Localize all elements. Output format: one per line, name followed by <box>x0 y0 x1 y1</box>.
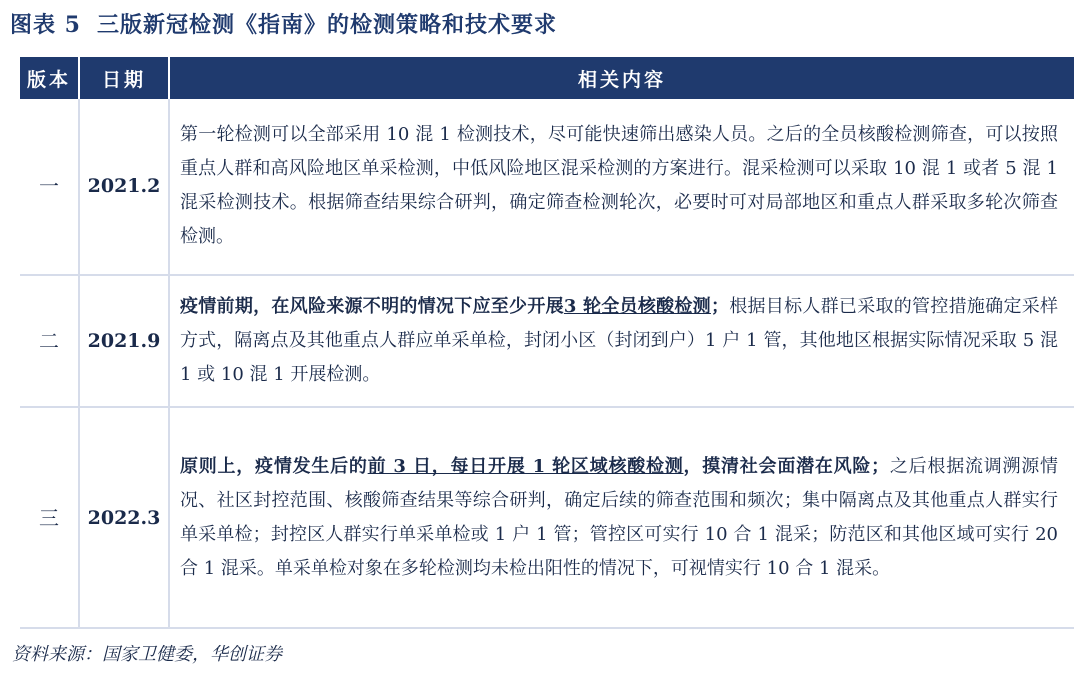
table-row <box>20 408 1074 627</box>
figure-label: 图表 5 <box>10 12 81 38</box>
content-bold-text: ； <box>710 295 729 317</box>
table-row <box>20 99 1074 276</box>
strategy-table <box>20 57 1074 629</box>
version-cell: 二 <box>20 276 80 409</box>
content-highlight-text: 前 3 日，每日开展 1 轮区域核酸检测 <box>367 455 684 477</box>
content-bold-text: ，摸清社会面潜在风险； <box>683 455 890 477</box>
date-cell: 2022.3 <box>80 408 170 627</box>
version-cell: 三 <box>20 408 80 627</box>
table-header-row <box>20 57 1074 99</box>
figure-title-text: 三版新冠检测《指南》的检测策略和技术要求 <box>96 12 557 38</box>
content-cell <box>170 408 1074 627</box>
content-text: 第一轮检测可以全部采用 10 混 1 检测技术，尽可能快速筛出感染人员。之后的全员核酸检测筛查，可以按照重点人群和高风险地区单采检测，中低风险地区混采检测的方案进行。混采检测可以采取 10 混 1 或者 5 混 1 混采检测技术。根据筛查结果综合研判，确定筛查检测轮次，必要时可对局部地区和重点人群采取多轮次筛查检测。 <box>180 124 1058 248</box>
table-row <box>20 276 1074 409</box>
column-header-version: 版本 <box>20 57 80 99</box>
date-cell: 2021.2 <box>80 99 170 276</box>
content-cell <box>170 276 1074 409</box>
content-bold-text: 疫情前期，在风险来源不明的情况下应至少开展 <box>180 295 564 317</box>
content-cell <box>170 99 1074 276</box>
content-bold-text: 原则上，疫情发生后的 <box>180 455 368 477</box>
version-cell: 一 <box>20 99 80 276</box>
content-highlight-text: 3 轮全员核酸检测 <box>563 295 711 317</box>
source-note: 资料来源：国家卫健委，华创证券 <box>12 644 282 665</box>
content-text: 根据目标人群已采取的管控措施确定采样方式，隔离点及其他重点人群应单采单检，封闭小区（封闭到户）1 户 1 管，其他地区根据实际情况采取 5 混 1 或 10 混 1 开展检测。 <box>180 295 1059 385</box>
content-text: 之后根据流调溯源情况、社区封控范围、核酸筛查结果等综合研判，确定后续的筛查范围和频次；集中隔离点及其他重点人群实行单采单检；封控区人群实行单采单检或 1 户 1 管；管控区可实行 10 合 1 混采；防范区和其他区域可实行 20 合 1 混采。单采单检对象在多轮检测均未检出阳性的情况下，可视情实行 10 合 1 混采。 <box>180 455 1059 579</box>
figure-title <box>10 8 1070 46</box>
column-header-content: 相关内容 <box>170 57 1074 99</box>
date-cell: 2021.9 <box>80 276 170 409</box>
column-header-date: 日期 <box>80 57 170 99</box>
